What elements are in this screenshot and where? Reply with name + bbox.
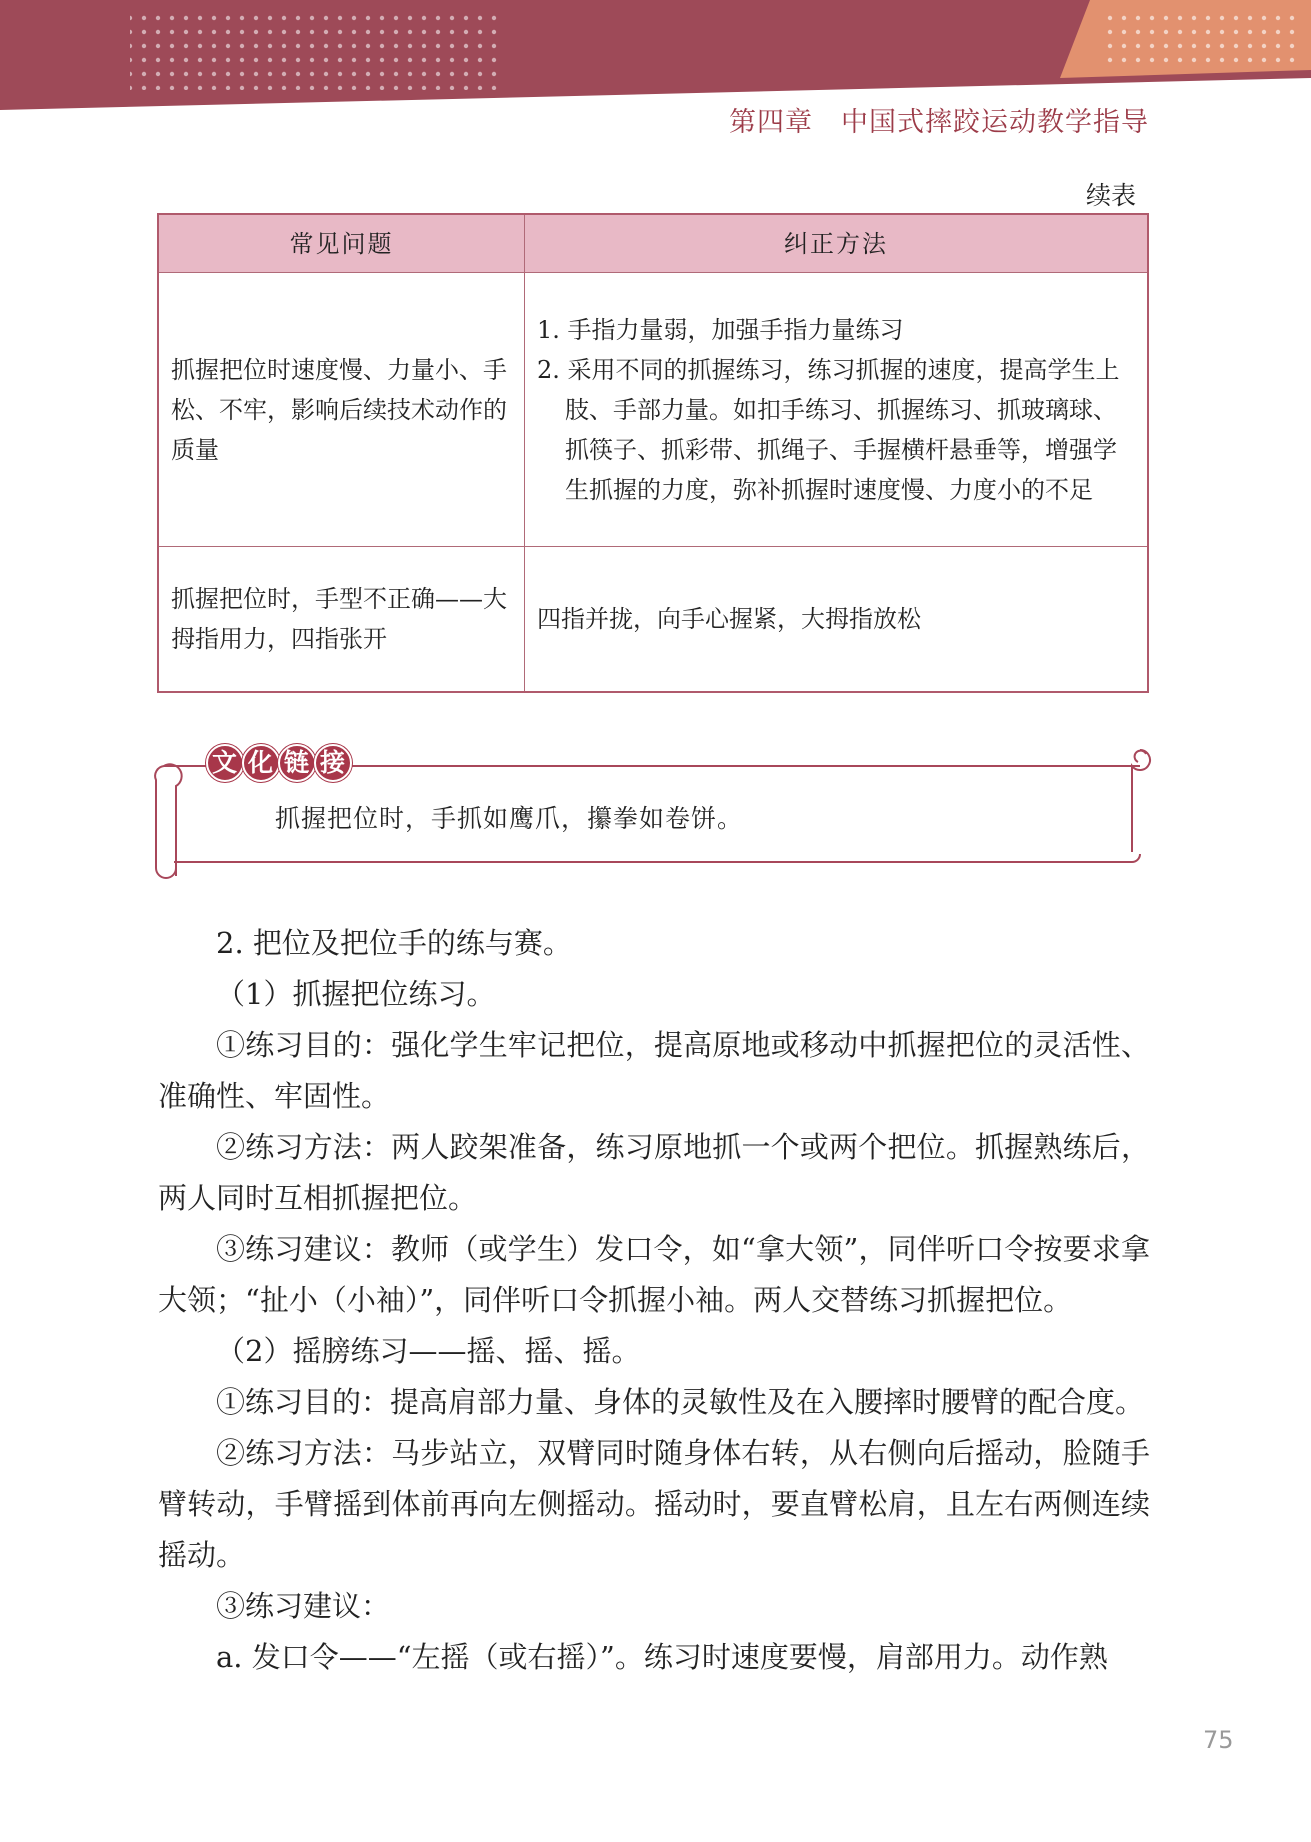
chapter-heading bbox=[729, 100, 1149, 139]
table-header-row bbox=[158, 214, 1148, 273]
chapter-title: 中国式摔跤运动教学指导 bbox=[841, 107, 1149, 138]
page-number: 75 bbox=[1203, 1726, 1234, 1754]
paragraph: ①练习目的：强化学生牢记把位，提高原地或移动中抓握把位的灵活性、准确性、牢固性。 bbox=[158, 1028, 1150, 1113]
paragraph: a. 发口令——“左摇（或右摇）”。练习时速度要慢，肩部用力。动作熟 bbox=[216, 1640, 1108, 1674]
problem-correction-table bbox=[157, 213, 1149, 693]
table-continued-label: 续表 bbox=[1085, 181, 1136, 210]
paragraph: ②练习方法：马步站立，双臂同时随身体右转，从右侧向后摇动，脸随手臂转动，手臂摇到体前再向左侧摇动。摇动时，要直臂松肩，且左右两侧连续摇动。 bbox=[158, 1436, 1150, 1572]
title-char: 化 bbox=[242, 744, 280, 782]
title-char: 链 bbox=[278, 744, 316, 782]
paragraph: ①练习目的：提高肩部力量、身体的灵敏性及在入腰摔时腰臂的配合度。 bbox=[216, 1385, 1145, 1419]
culture-link-text: 抓握把位时，手抓如鹰爪，攥拳如卷饼。 bbox=[275, 804, 744, 833]
title-char: 文 bbox=[206, 744, 244, 782]
table-row bbox=[158, 547, 1148, 693]
paragraph: （2）摇膀练习——摇、摇、摇。 bbox=[216, 1334, 641, 1368]
chapter-number: 第四章 bbox=[729, 107, 813, 138]
problem-cell: 抓握把位时，手型不正确——大拇指用力，四指张开 bbox=[158, 547, 525, 693]
paragraph: ②练习方法：两人跤架准备，练习原地抓一个或两个把位。抓握熟练后，两人同时互相抓握把位。 bbox=[158, 1130, 1150, 1215]
culture-link-title bbox=[206, 744, 350, 782]
header-correction-methods: 纠正方法 bbox=[525, 214, 1149, 273]
paragraph: 2. 把位及把位手的练与赛。 bbox=[216, 926, 572, 960]
paragraph: ③练习建议：教师（或学生）发口令，如“拿大领”，同伴听口令按要求拿大领；“扯小（小袖）”，同伴听口令抓握小袖。两人交替练习抓握把位。 bbox=[158, 1232, 1150, 1317]
method-item: 1. 手指力量弱，加强手指力量练习 bbox=[537, 315, 904, 344]
body-text bbox=[158, 918, 1150, 1683]
problem-cell: 抓握把位时速度慢、力量小、手松、不牢，影响后续技术动作的质量 bbox=[158, 273, 525, 547]
paragraph: （1）抓握把位练习。 bbox=[216, 977, 496, 1011]
title-char: 接 bbox=[314, 744, 352, 782]
paragraph: ③练习建议： bbox=[216, 1589, 391, 1623]
method-cell: 四指并拢，向手心握紧，大拇指放松 bbox=[525, 547, 1149, 693]
header-common-problems: 常见问题 bbox=[158, 214, 525, 273]
method-item: 2. 采用不同的抓握练习，练习抓握的速度，提高学生上肢、手部力量。如扣手练习、抓握练习、抓玻璃球、抓筷子、抓彩带、抓绳子、手握横杆悬垂等，增强学生抓握的力度，弥补抓握时速度慢、力度小的不足 bbox=[537, 355, 1120, 504]
method-cell bbox=[525, 273, 1149, 547]
table-row bbox=[158, 273, 1148, 547]
